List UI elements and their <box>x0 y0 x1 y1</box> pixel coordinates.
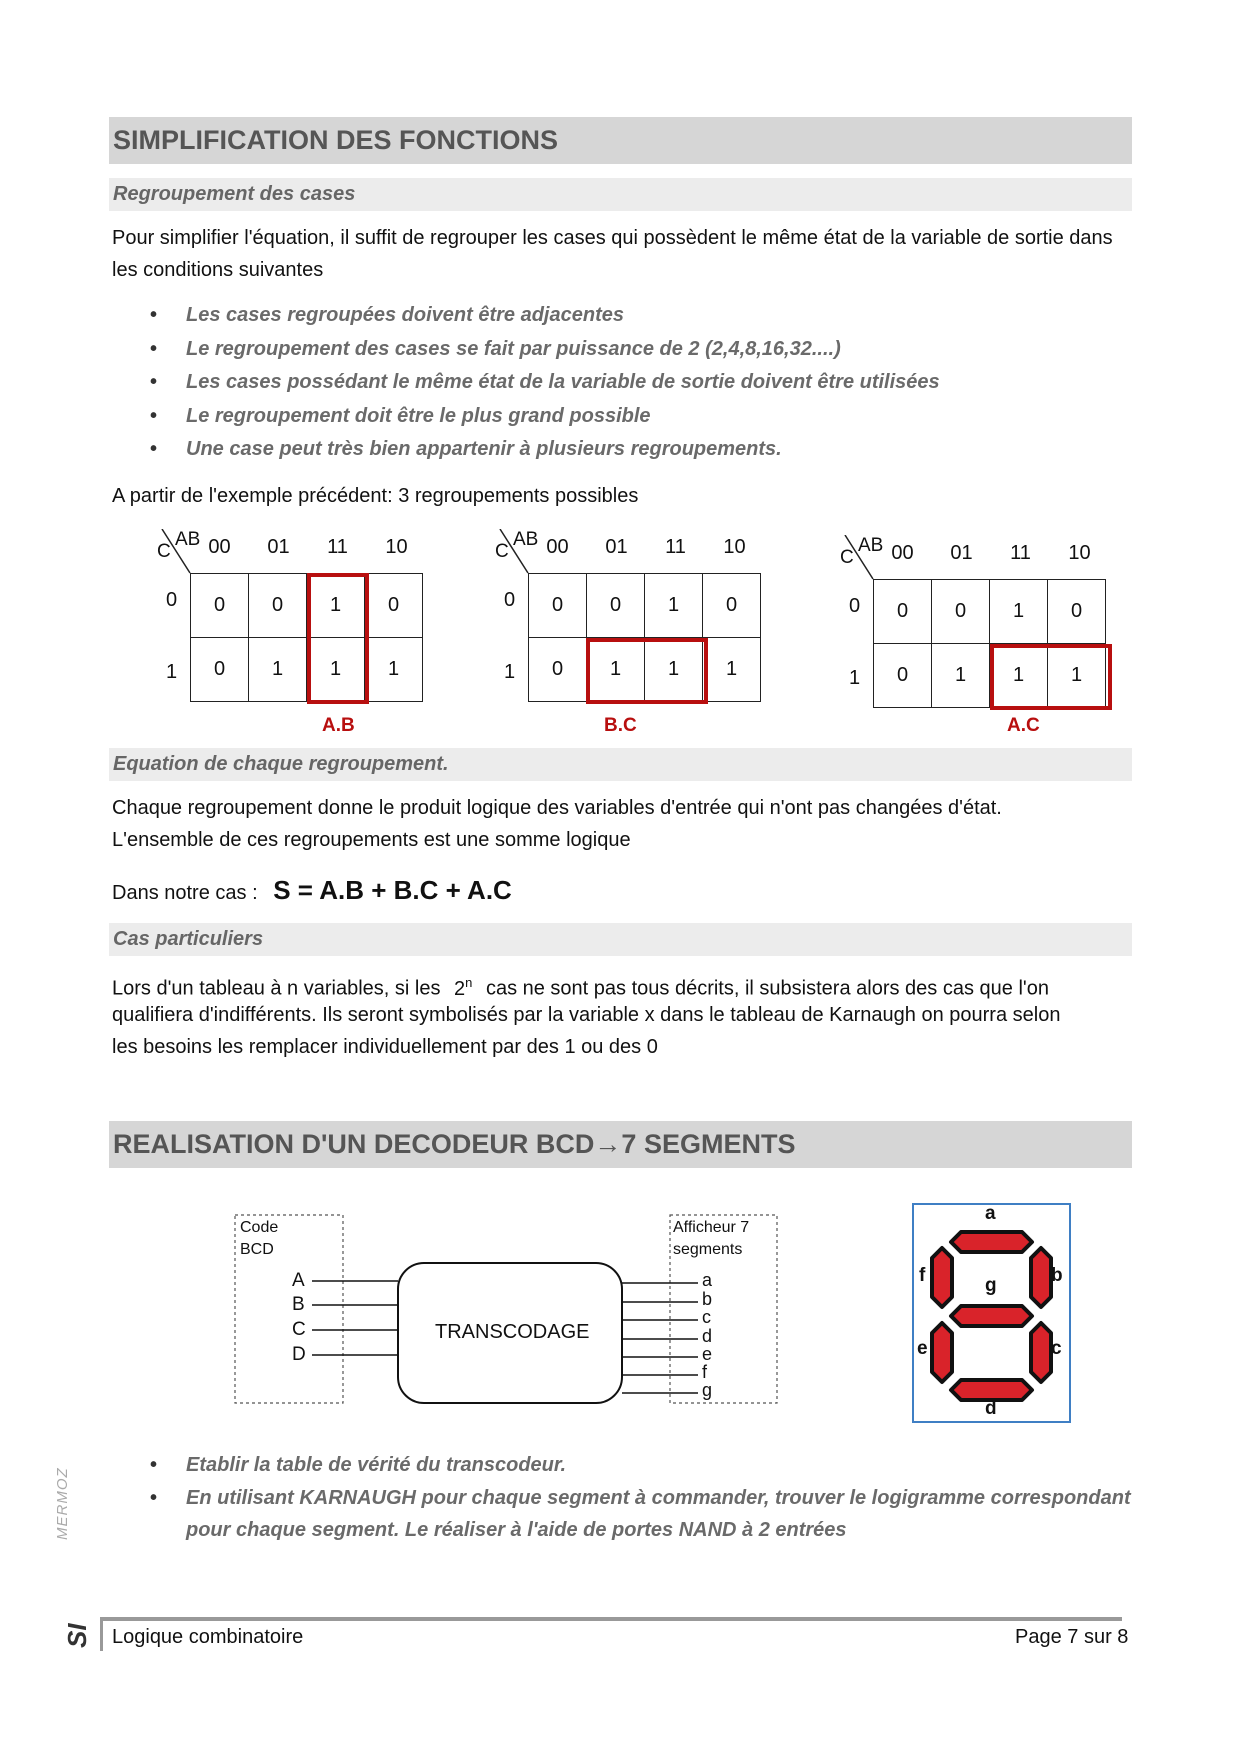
cas-line-3: les besoins les remplacer individuellement par des 1 ou des 0 <box>112 1036 658 1058</box>
kmap-cell: 1 <box>703 638 761 702</box>
kmap-col-header: 01 <box>605 536 628 558</box>
output-label: c <box>702 1307 711 1327</box>
example-sentence: A partir de l'exemple précédent: 3 regroupements possibles <box>112 485 639 507</box>
kmap-cell: 0 <box>874 644 932 708</box>
section-title-simplification: SIMPLIFICATION DES FONCTIONS <box>109 117 1132 164</box>
kmap-col-header: 11 <box>1010 542 1031 564</box>
kmap-cell: 1 <box>1048 644 1106 708</box>
tasks-list <box>150 1448 1135 1546</box>
kmap-cell: 1 <box>249 638 307 702</box>
grouping-label: A.B <box>322 715 355 736</box>
footer-rule <box>100 1617 1122 1621</box>
segment-a-label: a <box>985 1203 996 1224</box>
kmap-col-header: 01 <box>950 542 973 564</box>
karnaugh-map-1 <box>142 529 442 736</box>
kmap-col-header: 01 <box>267 536 290 558</box>
cas-line-1-pre: Lors d'un tableau à n variables, si les <box>112 977 441 1000</box>
seven-segment-figure <box>912 1203 1071 1423</box>
segment-e-label: e <box>917 1338 928 1359</box>
output-label: e <box>702 1344 713 1364</box>
kmap-cell: 1 <box>307 638 365 702</box>
input-label: C <box>292 1319 306 1340</box>
segment-f-label: f <box>919 1265 926 1286</box>
list-item: • Les cases regroupées doivent être adjacentes <box>150 299 1140 333</box>
list-item: • Etablir la table de vérité du transcodeur. <box>150 1448 1135 1482</box>
kmap-row-header: 0 <box>849 595 861 617</box>
karnaugh-map-3 <box>825 535 1125 735</box>
kmap-col-header: 10 <box>723 536 746 558</box>
kmap-cell: 0 <box>932 580 990 644</box>
list-item: • Le regroupement doit être le plus grand possible <box>150 400 1140 434</box>
grouping-highlight <box>990 644 1112 710</box>
kmap-cell: 0 <box>529 638 587 702</box>
case-line <box>112 872 512 911</box>
list-item: • En utilisant KARNAUGH pour chaque segment à commander, trouver le logigramme correspondant pour chaque segment. Le réaliser à l'aide de portes NAND à 2 entrées <box>150 1482 1135 1546</box>
transcodage-block: TRANSCODAGE <box>435 1321 590 1343</box>
kmap-col-header: 11 <box>665 536 686 558</box>
output-label: a <box>702 1270 713 1290</box>
grouping-label: B.C <box>604 715 637 736</box>
kmap-cell: 0 <box>874 580 932 644</box>
kmap-cell: 1 <box>307 574 365 638</box>
kmap-cell: 0 <box>365 574 423 638</box>
kmap-row-header: 1 <box>504 661 516 683</box>
input-label: D <box>292 1344 306 1365</box>
school-name: MERMOZ <box>54 1467 71 1540</box>
transcoder-diagram <box>230 1210 790 1410</box>
si-logo: SI <box>62 1623 92 1648</box>
input-label: B <box>292 1294 305 1315</box>
power-base: 2 <box>454 977 466 1000</box>
equation-text-2: L'ensemble de ces regroupements est une somme logique <box>112 829 631 851</box>
output-label: d <box>702 1326 713 1346</box>
cas-line-2: qualifiera d'indifférents. Ils seront symbolisés par la variable x dans le tableau de Karnaugh on pourra selon <box>112 1004 1061 1026</box>
kmap-cell: 0 <box>191 638 249 702</box>
section-title-decodeur: REALISATION D'UN DECODEUR BCD→7 SEGMENTS <box>109 1121 1132 1168</box>
segment-b-label: b <box>1051 1265 1063 1286</box>
kmap-col-header: 00 <box>546 536 569 558</box>
kmap-cell: 1 <box>990 644 1048 708</box>
kmap-col-header: 00 <box>891 542 914 564</box>
kmap-col-header: 10 <box>385 536 408 558</box>
subheading-equation: Equation de chaque regroupement. <box>109 748 1132 781</box>
kmap-col-header: 11 <box>327 536 348 558</box>
footer-page-number: Page 7 sur 8 <box>1015 1626 1129 1648</box>
kmap-cell: 1 <box>645 574 703 638</box>
equation-text-1: Chaque regroupement donne le produit logique des variables d'entrée qui n'ont pas changées d'état. <box>112 797 1002 819</box>
display-label: Afficheur 7 <box>673 1219 750 1236</box>
seven-segment-shapes <box>914 1205 1069 1421</box>
list-item: • Les cases possédant le même état de la variable de sortie doivent être utilisées <box>150 366 1140 400</box>
kmap-ab-label: AB <box>858 535 884 556</box>
kmap-cell: 1 <box>990 580 1048 644</box>
kmap-cell: 1 <box>365 638 423 702</box>
kmap-cell: 0 <box>703 574 761 638</box>
list-item: • Le regroupement des cases se fait par puissance de 2 (2,4,8,16,32....) <box>150 333 1140 367</box>
output-label: f <box>702 1362 708 1382</box>
grouping-highlight <box>586 638 708 704</box>
code-label: Code <box>240 1219 279 1236</box>
kmap-ab-label: AB <box>175 529 201 550</box>
kmap-ab-label: AB <box>513 529 539 550</box>
conditions-list <box>150 299 1140 467</box>
subheading-regroupement: Regroupement des cases <box>109 178 1132 211</box>
kmap-cell: 0 <box>191 574 249 638</box>
karnaugh-map-2 <box>480 529 780 736</box>
kmap-row-header: 1 <box>849 667 861 689</box>
intro-paragraph: Pour simplifier l'équation, il suffit de regrouper les cases qui possèdent le même état de la variable de sortie dans les conditions suivantes <box>112 227 1113 281</box>
kmap-cell: 0 <box>1048 580 1106 644</box>
grouping-highlight <box>307 573 369 704</box>
kmap-cell: 0 <box>529 574 587 638</box>
segment-c-label: c <box>1051 1338 1062 1359</box>
list-item: • Une case peut très bien appartenir à plusieurs regroupements. <box>150 433 1140 467</box>
kmap-row-header: 0 <box>504 589 516 611</box>
input-label: A <box>292 1270 305 1291</box>
kmap-cell: 1 <box>932 644 990 708</box>
bcd-label: BCD <box>240 1241 274 1258</box>
output-label: b <box>702 1289 713 1309</box>
segments-label: segments <box>673 1241 743 1258</box>
kmap-cell: 0 <box>249 574 307 638</box>
kmap-row-header: 1 <box>166 661 178 683</box>
footer-rule-vertical <box>100 1617 103 1651</box>
kmap-col-header: 10 <box>1068 542 1091 564</box>
kmap-c-label: C <box>840 547 854 568</box>
power-exponent: n <box>465 975 473 990</box>
segment-g-label: g <box>985 1275 997 1296</box>
kmap-c-label: C <box>495 541 509 562</box>
subheading-cas-particuliers: Cas particuliers <box>109 923 1132 956</box>
kmap-c-label: C <box>157 541 171 562</box>
footer-document-title: Logique combinatoire <box>112 1626 304 1648</box>
output-label: g <box>702 1380 713 1400</box>
segment-d-label: d <box>985 1398 997 1419</box>
kmap-col-header: 00 <box>208 536 231 558</box>
kmap-row-header: 0 <box>166 589 178 611</box>
case-label: Dans notre cas : <box>112 882 258 904</box>
cas-line-1-post: cas ne sont pas tous décrits, il subsistera alors des cas que l'on <box>485 977 1049 1000</box>
kmap-cell: 1 <box>587 638 645 702</box>
kmap-cell: 0 <box>587 574 645 638</box>
grouping-label: A.C <box>1007 715 1040 736</box>
final-equation: S = A.B + B.C + A.C <box>273 875 512 905</box>
kmap-cell: 1 <box>645 638 703 702</box>
